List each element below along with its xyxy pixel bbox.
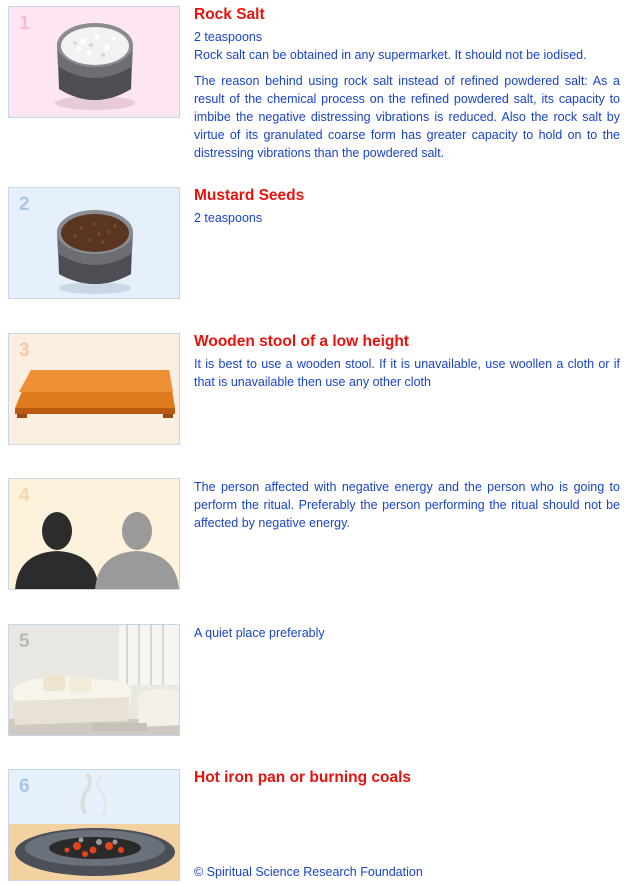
bowl-of-mustard-seeds-icon [9, 188, 180, 299]
burning-coals-image [8, 769, 180, 881]
rock-salt-image [8, 6, 180, 118]
item-number: 1 [19, 13, 30, 34]
item-title: Hot iron pan or burning coals [194, 769, 411, 786]
wooden-stool-icon [9, 334, 180, 445]
item-number: 6 [19, 776, 30, 797]
two-person-silhouettes-icon [9, 479, 180, 590]
item-description: Rock salt can be obtained in any supermarket. It should not be iodised. [194, 48, 587, 62]
persons-image [8, 478, 180, 590]
mustard-seeds-image [8, 187, 180, 299]
item-explanation: The reason behind using rock salt instead of refined powdered salt: As a result of the chemical process on the refined powdered salt, its capacity to imbibe the negative distressing vibrations is reduced. Also the rock salt by virtue of its granulated coarse form has greater capacity to hold on to the distressing vibrations than the powdered salt. [194, 74, 620, 160]
item-number: 4 [19, 485, 30, 506]
item-number: 5 [19, 631, 30, 652]
item-quantity: 2 teaspoons [194, 30, 263, 44]
quiet-living-room-icon [9, 625, 180, 736]
bowl-of-rock-salt-icon [9, 7, 180, 118]
item-number: 3 [19, 340, 30, 361]
item-description: It is best to use a wooden stool. If it is unavailable, use woollen a cloth or if that is unavailable then use any other cloth [194, 357, 620, 389]
item-title: Wooden stool of a low height [194, 333, 409, 350]
quiet-place-image [8, 624, 180, 736]
item-description: The person affected with negative energy and the person who is going to perform the ritual. Preferably the person performing the ritual should not be affected by negative energy. [194, 480, 620, 530]
copyright-notice: © Spiritual Science Research Foundation [194, 865, 423, 879]
item-quantity: 2 teaspoons [194, 211, 263, 225]
item-title: Rock Salt [194, 6, 265, 23]
item-number: 2 [19, 194, 30, 215]
wooden-stool-image [8, 333, 180, 445]
item-title: Mustard Seeds [194, 187, 305, 204]
pan-of-burning-coals-icon [9, 770, 180, 881]
item-description: A quiet place preferably [194, 626, 325, 640]
